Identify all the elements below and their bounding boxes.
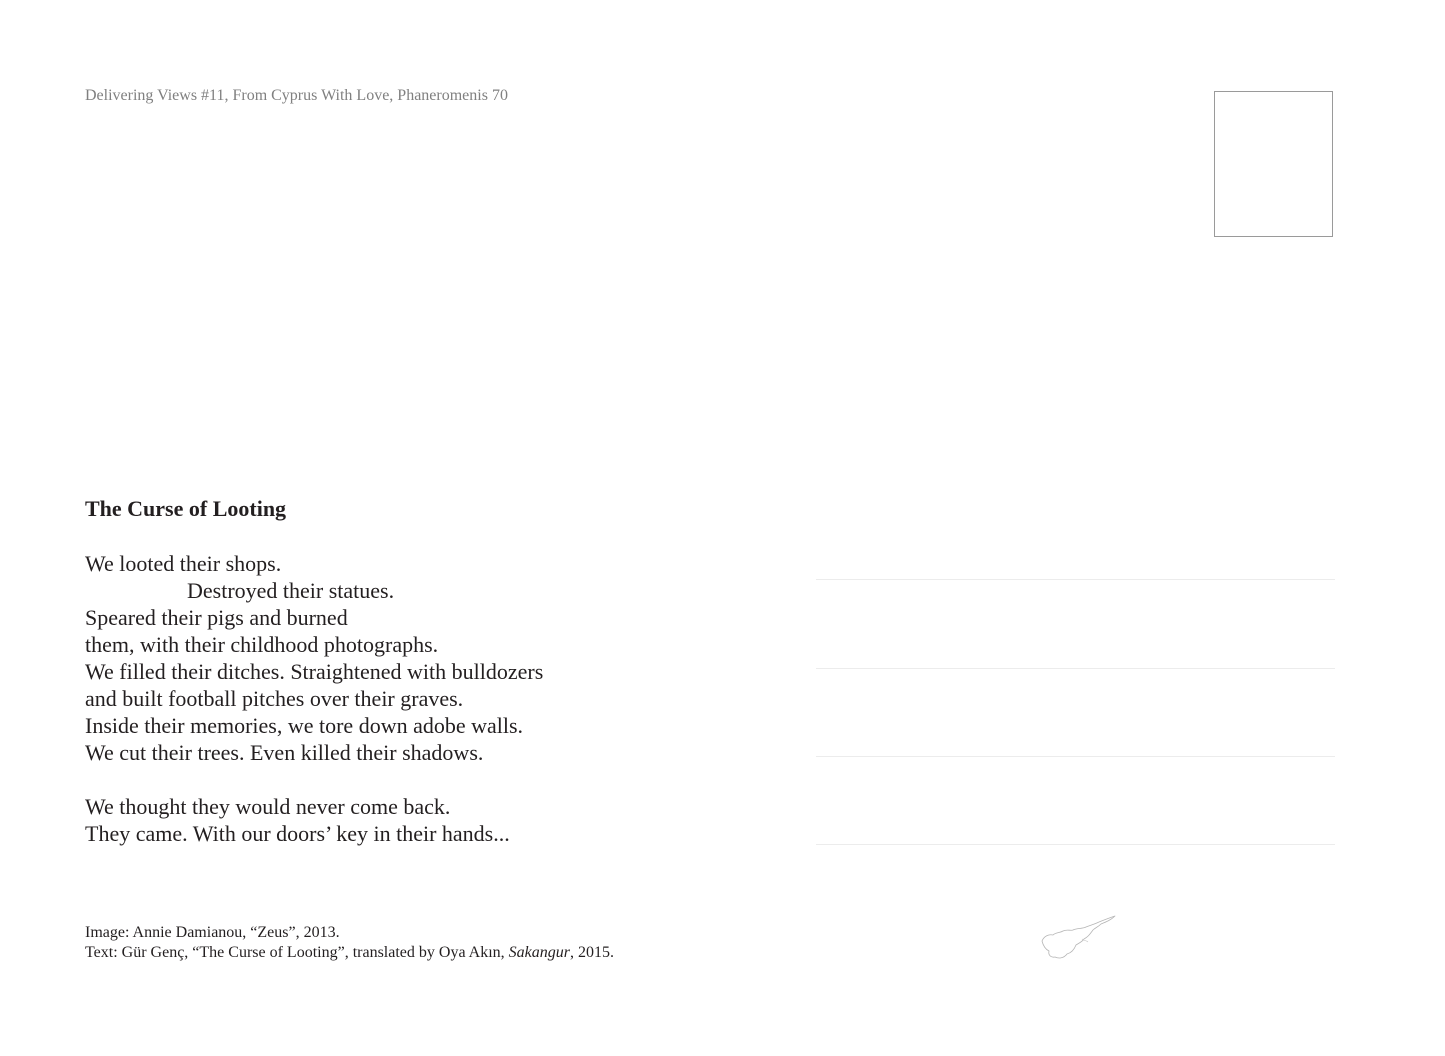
text-credit-book-title: Sakangur xyxy=(508,944,570,961)
poem-line: We cut their trees. Even killed their shadows. xyxy=(85,740,484,765)
poem-line: them, with their childhood photographs. xyxy=(85,632,439,657)
address-line xyxy=(816,668,1335,669)
credits xyxy=(85,923,614,963)
text-credit-suffix: , 2015. xyxy=(569,944,614,961)
poem-line: They came. With our doors’ key in their hands... xyxy=(85,821,510,846)
poem-line: Inside their memories, we tore down adobe walls. xyxy=(85,713,524,738)
address-line xyxy=(816,756,1335,757)
poem-line: We thought they would never come back. xyxy=(85,794,451,819)
poem-line: and built football pitches over their graves. xyxy=(85,686,464,711)
cyprus-map-icon xyxy=(1038,915,1118,961)
stamp-placeholder-box xyxy=(1214,91,1333,237)
postcard-header-caption: Delivering Views #11, From Cyprus With Love, Phaneromenis 70 xyxy=(85,87,508,104)
poem-title: The Curse of Looting xyxy=(85,496,287,521)
text-credit xyxy=(85,943,614,963)
poem-line: We looted their shops. xyxy=(85,551,282,576)
poem-body xyxy=(85,550,543,847)
text-credit-prefix: Text: Gür Genç, “The Curse of Looting”, translated by Oya Akın, xyxy=(85,944,509,961)
stanza-break xyxy=(85,766,543,793)
poem-line: Speared their pigs and burned xyxy=(85,605,348,630)
address-line xyxy=(816,844,1335,845)
poem-line: We filled their ditches. Straightened with bulldozers xyxy=(85,659,544,684)
poem-line: Destroyed their statues. xyxy=(187,578,395,603)
image-credit: Image: Annie Damianou, “Zeus”, 2013. xyxy=(85,924,340,941)
address-line xyxy=(816,579,1335,580)
